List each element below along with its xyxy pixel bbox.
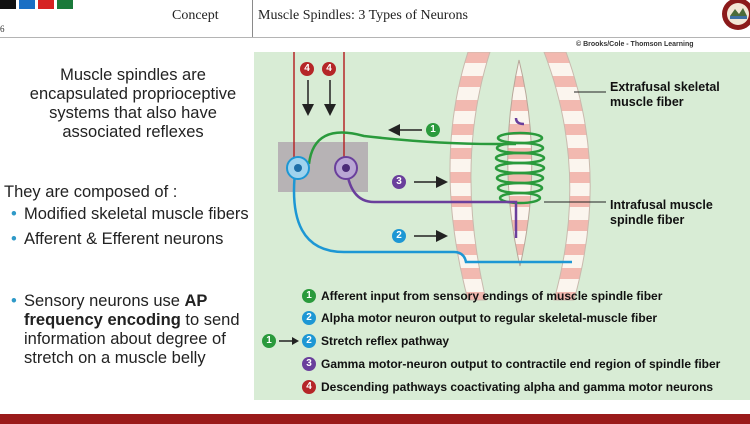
marker-2: 2 [392, 229, 406, 243]
legend-item [254, 379, 750, 397]
alpha-motor-neuron-body [287, 157, 309, 179]
slide-number: 6 [0, 24, 5, 34]
slide-title: Muscle Spindles: 3 Types of Neurons [258, 8, 468, 23]
slide-header [0, 0, 750, 38]
legend-badge: 3 [302, 357, 316, 371]
bullet-text-bold: AP frequency encoding [24, 292, 208, 329]
legend-text: Alpha motor neuron output to regular skeletal-muscle fiber [321, 311, 658, 325]
legend-item [254, 356, 750, 374]
header-rule [0, 37, 750, 38]
composition-list [4, 205, 249, 249]
muscle-spindle-diagram [254, 52, 750, 400]
legend-text: Gamma motor-neuron output to contractile end region of spindle fiber [321, 357, 721, 371]
brand-square-red [38, 0, 54, 9]
marker-3: 3 [392, 175, 406, 189]
gamma-motor-neuron-path [346, 164, 516, 238]
bullet-text-pre: Sensory neurons use [24, 292, 185, 310]
gamma-motor-neuron-body [335, 157, 357, 179]
legend-text: Afferent input from sensory endings of muscle spindle fiber [321, 289, 663, 303]
marker-4a: 4 [300, 62, 314, 76]
extrafusal-label: Extrafusal skeletal muscle fiber [610, 80, 720, 109]
footer-bar [0, 414, 750, 424]
list-item [4, 292, 249, 368]
concept-label: Concept [172, 8, 219, 23]
legend-item [254, 310, 750, 328]
legend-arrow-icon [278, 333, 300, 349]
legend-text: Descending pathways coactivating alpha and gamma motor neurons [321, 380, 714, 394]
intrafusal-label: Intrafusal muscle spindle fiber [610, 198, 713, 227]
legend-prefix-badge: 1 [262, 334, 276, 348]
brand-square-green [57, 0, 73, 9]
composed-heading: They are composed of : [4, 183, 178, 201]
intro-text: Muscle spindles are encapsulated proprioceptive systems that also have associated reflexes [29, 66, 237, 141]
legend-badge: 2 [302, 334, 316, 348]
marker-1: 1 [426, 123, 440, 137]
legend-text: Stretch reflex pathway [321, 334, 450, 348]
list-item: • Afferent & Efferent neurons [4, 230, 249, 249]
encoding-list [4, 292, 249, 368]
legend-badge: 2 [302, 311, 316, 325]
marker-4b: 4 [322, 62, 336, 76]
legend-item [254, 288, 750, 306]
header-divider [252, 0, 253, 38]
legend-badge: 1 [302, 289, 316, 303]
university-seal-logo [718, 0, 750, 32]
list-item: • Modified skeletal muscle fibers [4, 205, 249, 224]
legend-badge: 4 [302, 380, 316, 394]
bullet-text-post: to send information about degree of stretch on a muscle belly [24, 311, 240, 367]
brand-square-blue [19, 0, 35, 9]
copyright-note: © Brooks/Cole - Thomson Learning [576, 41, 694, 48]
brand-square-black [0, 0, 16, 9]
legend-item [254, 333, 750, 351]
